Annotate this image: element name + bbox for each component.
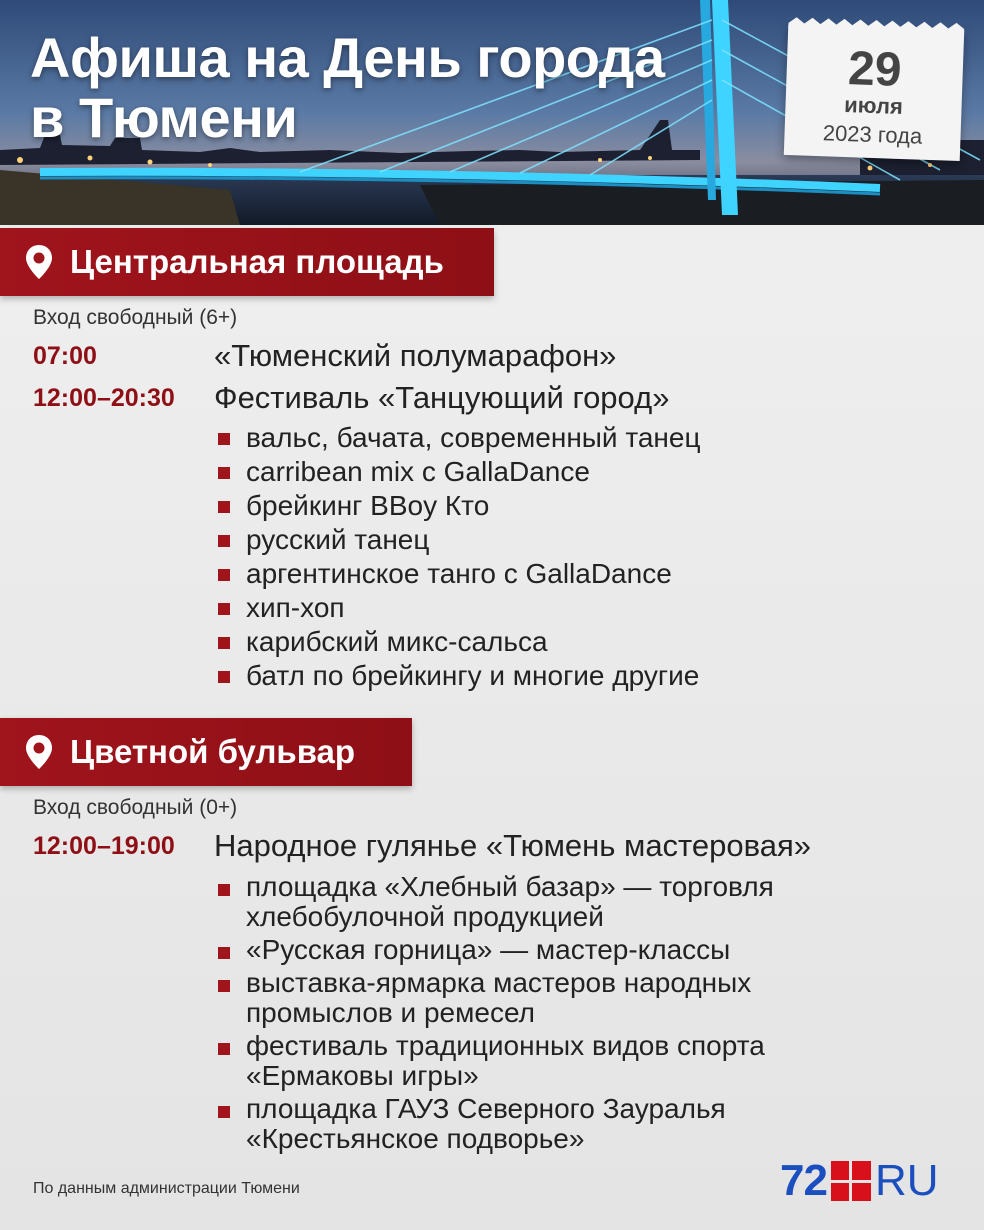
list-item: брейкинг BBoy Кто	[216, 489, 701, 523]
event-title: Фестиваль «Танцующий город»	[214, 380, 670, 415]
section-header-central-square	[0, 228, 494, 296]
date-card	[784, 25, 964, 161]
bullet-square-icon	[218, 535, 230, 547]
section-title: Цветной бульвар	[70, 733, 356, 770]
bullet-square-icon	[218, 1106, 230, 1118]
bullet-square-icon	[218, 501, 230, 513]
list-item: «Русская горница» — мастер-классы	[216, 935, 774, 965]
section-header-color-boulevard	[0, 718, 412, 786]
list-item: carribean mix с GallaDance	[216, 455, 701, 489]
logo-ru: RU	[874, 1156, 939, 1205]
section-title: Центральная площадь	[70, 243, 444, 280]
bullet-square-icon	[218, 947, 230, 959]
date-month: июля	[843, 91, 904, 120]
bullet-square-icon	[218, 980, 230, 992]
festival-program-list	[216, 872, 774, 1157]
bullet-square-icon	[218, 569, 230, 581]
source-note: По данным администрации Тюмени	[33, 1180, 300, 1197]
bullet-square-icon	[218, 467, 230, 479]
logo-squares-icon	[831, 1161, 871, 1201]
list-item: батл по брейкингу и многие другие	[216, 659, 701, 693]
list-item: аргентинское танго с GallaDance	[216, 557, 701, 591]
dance-program-list	[216, 421, 701, 693]
event-time: 12:00–19:00	[33, 832, 175, 860]
list-item: выставка-ярмарка мастеров народных промыслов и ремесел	[216, 968, 774, 1028]
bullet-square-icon	[218, 637, 230, 649]
bullet-square-icon	[218, 603, 230, 615]
location-pin-icon	[24, 734, 54, 770]
bullet-square-icon	[218, 671, 230, 683]
bullet-square-icon	[218, 433, 230, 445]
event-time: 07:00	[33, 342, 97, 370]
entry-info: Вход свободный (6+)	[33, 306, 238, 329]
location-pin-icon	[24, 244, 54, 280]
event-title: Народное гулянье «Тюмень мастеровая»	[214, 828, 812, 863]
header-photo	[0, 0, 984, 225]
logo-number: 72	[780, 1156, 827, 1205]
event-title: «Тюменский полумарафон»	[214, 338, 617, 373]
bullet-square-icon	[218, 1043, 230, 1055]
bullet-square-icon	[218, 884, 230, 896]
entry-info: Вход свободный (0+)	[33, 796, 238, 819]
title-line-1: Афиша на День города	[30, 26, 665, 89]
date-day: 29	[847, 42, 903, 97]
72ru-logo	[780, 1158, 939, 1204]
list-item: площадка ГАУЗ Северного Зауралья «Крестьянское подворье»	[216, 1094, 774, 1154]
list-item: фестиваль традиционных видов спорта «Ермаковы игры»	[216, 1031, 774, 1091]
list-item: площадка «Хлебный базар» — торговля хлебобулочной продукцией	[216, 872, 774, 932]
event-time: 12:00–20:30	[33, 384, 175, 412]
list-item: русский танец	[216, 523, 701, 557]
title-line-2: в Тюмени	[30, 86, 298, 149]
list-item: хип-хоп	[216, 591, 701, 625]
page-title	[30, 28, 664, 148]
list-item: карибский микс-сальса	[216, 625, 701, 659]
date-year: 2023 года	[822, 120, 923, 149]
list-item: вальс, бачата, современный танец	[216, 421, 701, 455]
